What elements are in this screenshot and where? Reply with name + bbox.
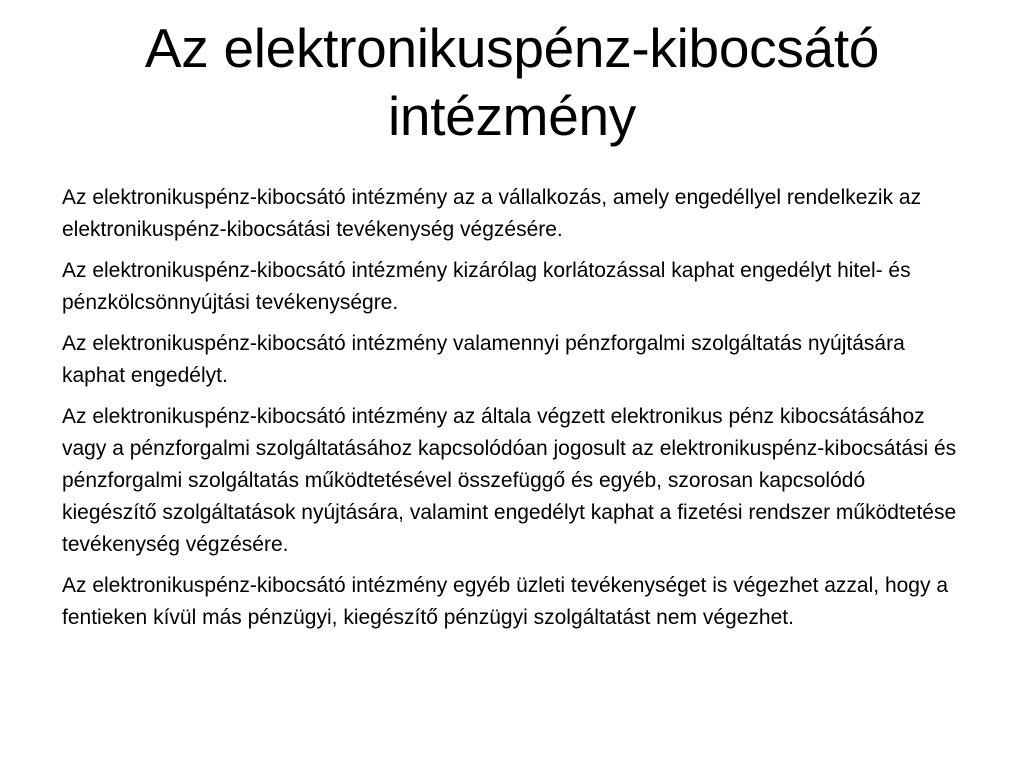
slide-title: Az elektronikuspénz-kibocsátó intézmény (144, 17, 880, 147)
body-paragraph: Az elektronikuspénz-kibocsátó intézmény egyéb üzleti tevékenységet is végezhet azzal, hogy a fentieken kívül más pénzügyi, kiegészítő pénzügyi szolgáltatást nem végezhet. (62, 574, 948, 629)
slide-body (62, 182, 962, 643)
body-paragraph: Az elektronikuspénz-kibocsátó intézmény valamennyi pénzforgalmi szolgáltatás nyújtására kaphat engedélyt. (62, 332, 905, 387)
body-paragraph: Az elektronikuspénz-kibocsátó intézmény az általa végzett elektronikus pénz kibocsátásához vagy a pénzforgalmi szolgáltatásához kapcsolódóan jogosult az elektronikuspénz-kibocsátási és pénzforgalmi szolgáltatás működtetésével összefüggő és egyéb, szorosan kapcsolódó kiegészítő szolgáltatások nyújtására, valamint engedélyt kaphat a fizetési rendszer működtetése tevékenység végzésére. (62, 405, 957, 556)
body-paragraph: Az elektronikuspénz-kibocsátó intézmény az a vállalkozás, amely engedéllyel rendelkezik az elektronikuspénz-kibocsátási tevékenység végzésére. (62, 186, 922, 241)
body-paragraph: Az elektronikuspénz-kibocsátó intézmény kizárólag korlátozással kaphat engedélyt hitel- és pénzkölcsönnyújtási tevékenységre. (62, 259, 911, 314)
